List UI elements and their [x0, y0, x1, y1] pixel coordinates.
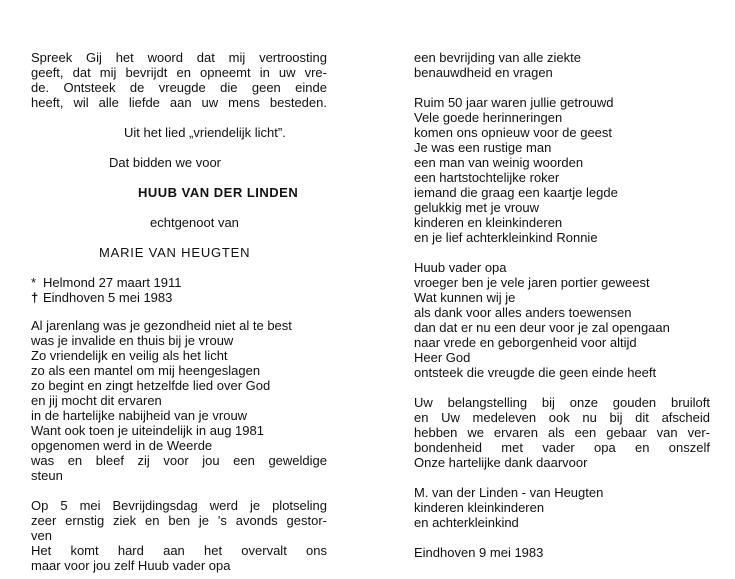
poem-line: steun: [31, 468, 63, 483]
poem-line: Al jarenlang was je gezondheid niet al te best: [31, 318, 292, 333]
poem-line: kinderen en kleinkinderen: [414, 215, 563, 230]
poem-line: maar voor jou zelf Huub vader opa: [31, 558, 231, 573]
poem-line: was je invalide en thuis bij je vrouw: [31, 333, 234, 348]
poem-line: een man van weinig woorden: [414, 155, 584, 170]
poem-line: in de hartelijke nabijheid van je vrouw: [31, 408, 248, 423]
signer-line: en achterkleinkind: [414, 515, 519, 530]
continuation: [414, 50, 710, 80]
cross-icon: †: [31, 290, 39, 305]
spouse-name: MARIE VAN HEUGTEN: [99, 245, 251, 260]
thanks-line: Uw belangstelling bij onze gouden bruiloft: [414, 395, 710, 410]
verse-line: heeft, wil alle liefde aan uw mens besteden.: [31, 95, 327, 110]
poem-line: zeer ernstig ziek en ben je 's avonds gestor-: [31, 513, 327, 528]
poem-line: Het komt hard aan het overvalt ons: [31, 543, 327, 558]
prayer-line: Dat bidden we voor: [109, 155, 222, 170]
marriage-stanza: [414, 95, 710, 245]
signers: [414, 485, 710, 530]
poem-line: een bevrijding van alle ziekte: [414, 50, 581, 65]
poem-line: Je was een rustige man: [414, 140, 552, 155]
poem-line: als dank voor alles anders toewensen: [414, 305, 632, 320]
birth-line: [31, 275, 327, 290]
poem-line: zo als een mantel om mij heengeslagen: [31, 363, 261, 378]
farewell-stanza: [414, 260, 710, 380]
poem-line: Zo vriendelijk en veilig als het licht: [31, 348, 228, 363]
thanks-paragraph: [414, 395, 710, 470]
poem-line: een hartstochtelijke roker: [414, 170, 560, 185]
poem-part-2: [31, 498, 327, 573]
thanks-line: Onze hartelijke dank daarvoor: [414, 455, 588, 470]
poem-line: Huub vader opa: [414, 260, 507, 275]
poem-line: en jij mocht dit ervaren: [31, 393, 162, 408]
song-source: Uit het lied „vriendelijk licht”.: [124, 125, 286, 140]
poem-line: Ruim 50 jaar waren jullie getrouwd: [414, 95, 614, 110]
deceased-name: HUUB VAN DER LINDEN: [138, 185, 299, 200]
death-line: [31, 290, 327, 305]
thanks-line: en Uw medeleven ook nu bij dit afscheid: [414, 410, 710, 425]
verse-line: geeft, dat mij bevrijdt en opneemt in uw vre-: [31, 65, 327, 80]
poem-line: Wat kunnen wij je: [414, 290, 516, 305]
birth-symbol: *: [31, 275, 37, 290]
poem-line: was en bleef zij voor jou een geweldige: [31, 453, 327, 468]
poem-line: gelukkig met je vrouw: [414, 200, 539, 215]
verse-line: de. Ontsteek de vreugde die geen einde: [31, 80, 327, 95]
death-info: Eindhoven 5 mei 1983: [43, 290, 173, 305]
place-date: Eindhoven 9 mei 1983: [414, 545, 544, 560]
poem-part-1: [31, 318, 327, 483]
poem-line: naar vrede en geborgenheid voor altijd: [414, 335, 637, 350]
poem-line: opgenomen werd in de Weerde: [31, 438, 213, 453]
poem-line: Want ook toen je uiteindelijk in aug 1981: [31, 423, 264, 438]
poem-line: en je lief achterkleinkind Ronnie: [414, 230, 598, 245]
right-column: [414, 50, 710, 560]
thanks-line: bondenheid met vader opa en onszelf: [414, 440, 710, 455]
verse-line: Spreek Gij het woord dat mij vertroosting: [31, 50, 327, 65]
intro-verse: [31, 50, 327, 110]
poem-line: ven: [31, 528, 52, 543]
poem-line: dan dat er nu een deur voor je zal opengaan: [414, 320, 670, 335]
spouse-label: echtgenoot van: [150, 215, 239, 230]
poem-line: ontsteek die vreugde die geen einde heeft: [414, 365, 657, 380]
poem-line: iemand die graag een kaartje legde: [414, 185, 618, 200]
poem-line: benauwdheid en vragen: [414, 65, 553, 80]
poem-line: zo begint en zingt hetzelfde lied over God: [31, 378, 271, 393]
birth-info: Helmond 27 maart 1911: [43, 275, 182, 290]
thanks-line: hebben we ervaren als een gebaar van ver-: [414, 425, 710, 440]
poem-line: vroeger ben je vele jaren portier geweest: [414, 275, 650, 290]
signer-line: kinderen kleinkinderen: [414, 500, 545, 515]
signer-line: M. van der Linden - van Heugten: [414, 485, 604, 500]
poem-line: Heer God: [414, 350, 471, 365]
left-column: [31, 50, 327, 573]
poem-line: Vele goede herinneringen: [414, 110, 563, 125]
poem-line: Op 5 mei Bevrijdingsdag werd je plotseling: [31, 498, 327, 513]
poem-line: komen ons opnieuw voor de geest: [414, 125, 613, 140]
